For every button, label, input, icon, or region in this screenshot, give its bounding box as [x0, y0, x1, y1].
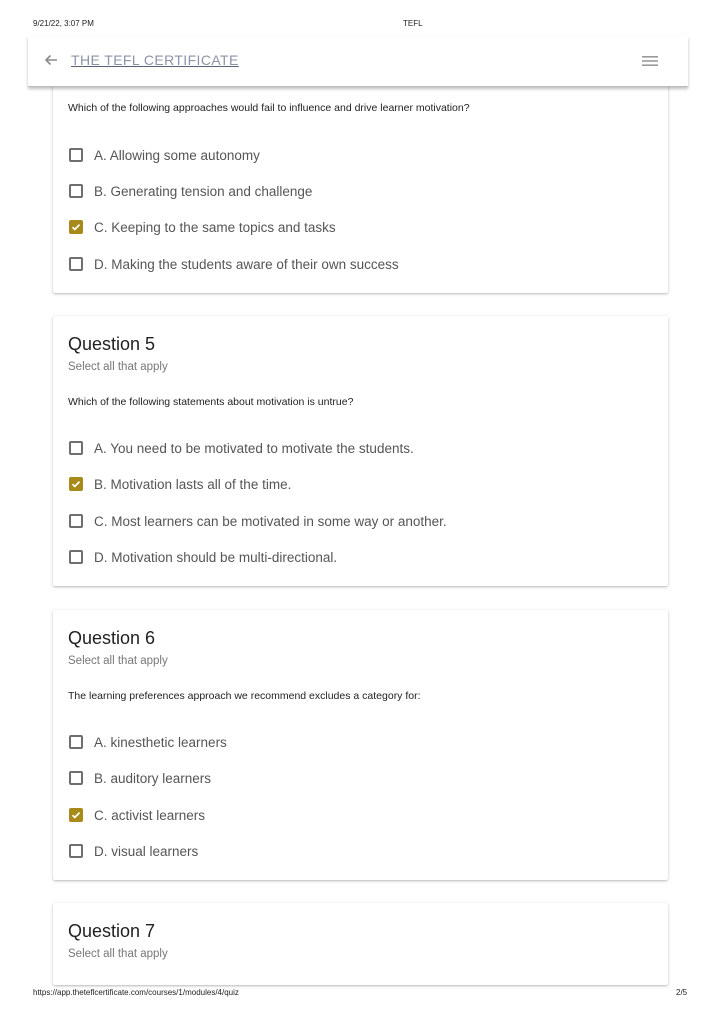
app-bar	[28, 36, 688, 87]
question-instruction: Select all that apply	[68, 948, 168, 960]
option-b[interactable]	[69, 181, 312, 201]
option-c[interactable]	[69, 805, 205, 825]
question-instruction: Select all that apply	[68, 655, 168, 667]
option-label: B. Generating tension and challenge	[94, 183, 313, 199]
back-arrow-icon[interactable]	[42, 51, 60, 69]
option-c[interactable]	[69, 511, 447, 531]
question-card-4	[53, 70, 668, 293]
question-card-5	[53, 316, 668, 586]
question-text: Which of the following statements about motivation is untrue?	[68, 396, 354, 408]
option-b[interactable]	[69, 474, 291, 494]
question-title: Question 7	[68, 921, 156, 941]
hamburger-menu-icon[interactable]	[642, 54, 658, 66]
checkbox-checked-icon[interactable]	[69, 808, 83, 822]
option-a[interactable]	[69, 732, 227, 752]
checkbox-unchecked-icon[interactable]	[69, 257, 83, 271]
print-page-number: 2/5	[676, 988, 688, 997]
question-title: Question 6	[68, 628, 156, 648]
question-card-6	[53, 610, 668, 880]
checkbox-unchecked-icon[interactable]	[69, 514, 83, 528]
option-a[interactable]	[69, 438, 414, 458]
option-label: D. Motivation should be multi-directional.	[94, 549, 338, 565]
option-label: A. kinesthetic learners	[94, 734, 227, 750]
print-url: https://app.theteflcertificate.com/courses/1/modules/4/quiz	[33, 988, 239, 997]
option-d[interactable]	[69, 841, 198, 861]
option-label: C. Most learners can be motivated in some way or another.	[94, 513, 447, 529]
question-title: Question 5	[68, 334, 156, 354]
checkbox-unchecked-icon[interactable]	[69, 771, 83, 785]
checkbox-unchecked-icon[interactable]	[69, 844, 83, 858]
question-text: Which of the following approaches would fail to influence and drive learner motivation?	[68, 102, 470, 114]
app-title-link[interactable]: THE TEFL CERTIFICATE	[71, 52, 239, 68]
checkbox-checked-icon[interactable]	[69, 220, 83, 234]
option-b[interactable]	[69, 768, 211, 788]
checkbox-unchecked-icon[interactable]	[69, 735, 83, 749]
option-d[interactable]	[69, 254, 399, 274]
question-card-7	[53, 903, 668, 985]
question-instruction: Select all that apply	[68, 361, 168, 373]
option-c[interactable]	[69, 217, 336, 237]
option-label: B. auditory learners	[94, 770, 212, 786]
option-label: D. visual learners	[94, 843, 199, 859]
checkbox-checked-icon[interactable]	[69, 477, 83, 491]
option-label: A. You need to be motivated to motivate the students.	[94, 440, 414, 456]
print-date: 9/21/22, 3:07 PM	[33, 19, 94, 28]
print-title: TEFL	[403, 19, 423, 28]
option-label: C. Keeping to the same topics and tasks	[94, 219, 336, 235]
checkbox-unchecked-icon[interactable]	[69, 441, 83, 455]
option-d[interactable]	[69, 547, 337, 567]
option-label: C. activist learners	[94, 807, 206, 823]
option-label: D. Making the students aware of their own success	[94, 256, 399, 272]
checkbox-unchecked-icon[interactable]	[69, 550, 83, 564]
option-label: A. Allowing some autonomy	[94, 147, 260, 163]
print-header	[0, 0, 720, 30]
checkbox-unchecked-icon[interactable]	[69, 148, 83, 162]
option-label: B. Motivation lasts all of the time.	[94, 476, 292, 492]
option-a[interactable]	[69, 145, 260, 165]
checkbox-unchecked-icon[interactable]	[69, 184, 83, 198]
question-text: The learning preferences approach we recommend excludes a category for:	[68, 690, 421, 702]
